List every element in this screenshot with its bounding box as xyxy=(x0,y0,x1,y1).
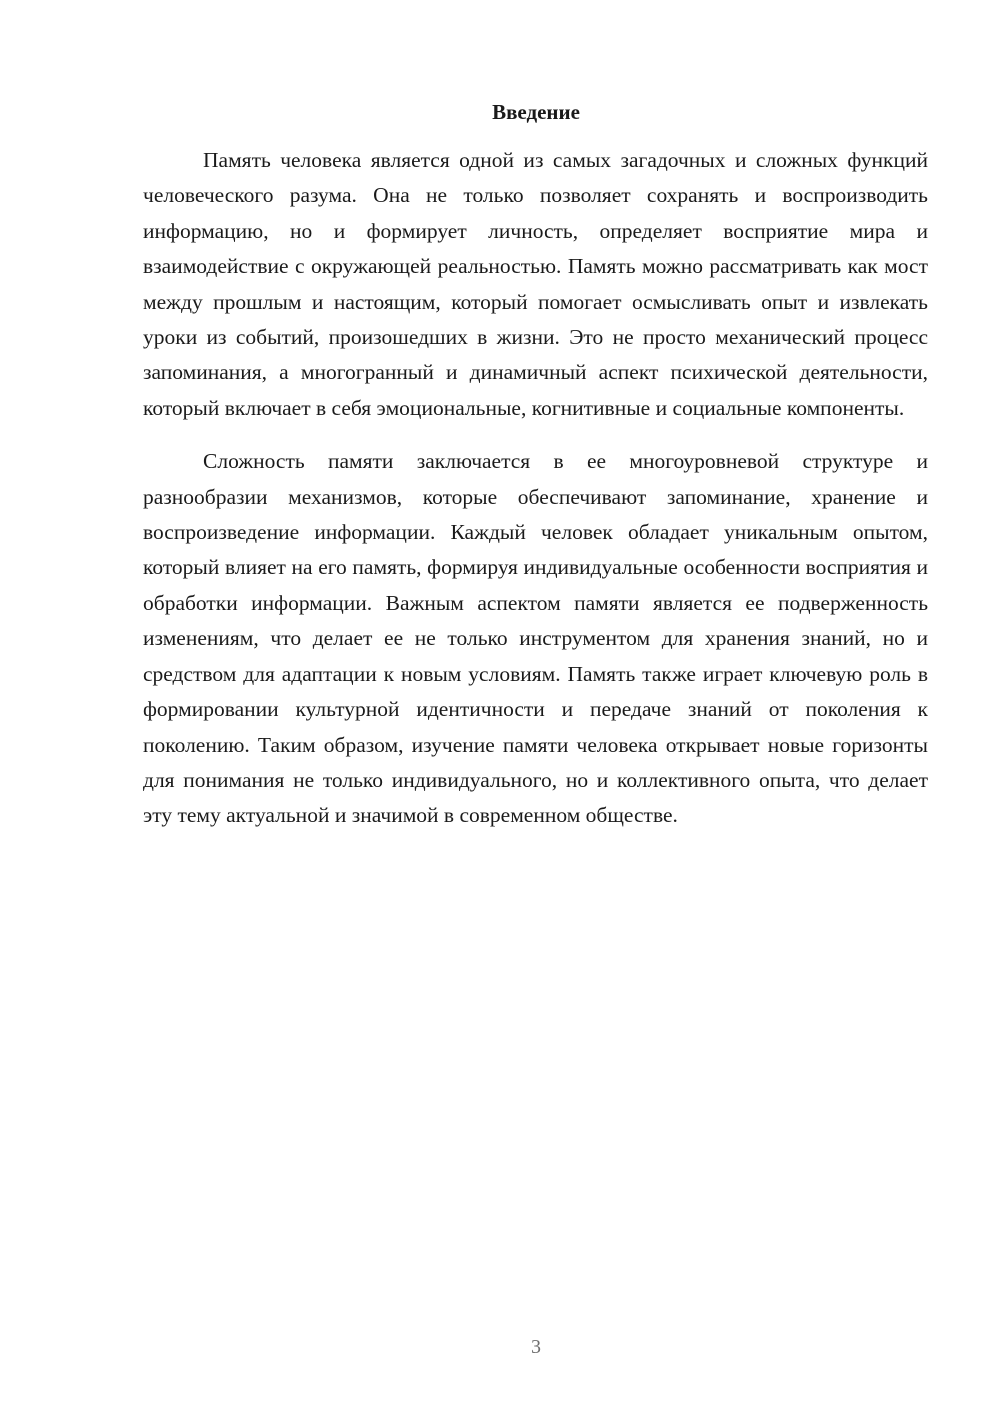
page-number: 3 xyxy=(531,1336,541,1358)
paragraph-2: Сложность памяти заключается в ее многоуровневой структуре и разнообразии механизмов, которые обеспечивают запоминание, хранение и воспроизведение информации. Каждый человек обладает уникальным опытом, который влияет на его память, формируя индивидуальные особенности восприятия и обработки информации. Важным аспектом памяти является ее подверженность изменениям, что делает ее не только инструментом для хранения знаний, но и средством для адаптации к новым условиям. Память также играет ключевую роль в формировании культурной идентичности и передаче знаний от поколения к поколению. Таким образом, изучение памяти человека открывает новые горизонты для понимания не только индивидуального, но и коллективного опыта, что делает эту тему актуальной и значимой в современном обществе. xyxy=(143,449,928,828)
body-text xyxy=(143,143,928,852)
paragraph-1: Память человека является одной из самых загадочных и сложных функций человеческого разума. Она не только позволяет сохранять и воспроизводить информацию, но и формирует личность, определяет восприятие мира и взаимодействие с окружающей реальностью. Память можно рассматривать как мост между прошлым и настоящим, который помогает осмысливать опыт и извлекать уроки из событий, произошедших в жизни. Это не просто механический процесс запоминания, а многогранный и динамичный аспект психической деятельности, который включает в себя эмоциональные, когнитивные и социальные компоненты. xyxy=(143,148,928,420)
section-heading: Введение xyxy=(492,100,580,124)
